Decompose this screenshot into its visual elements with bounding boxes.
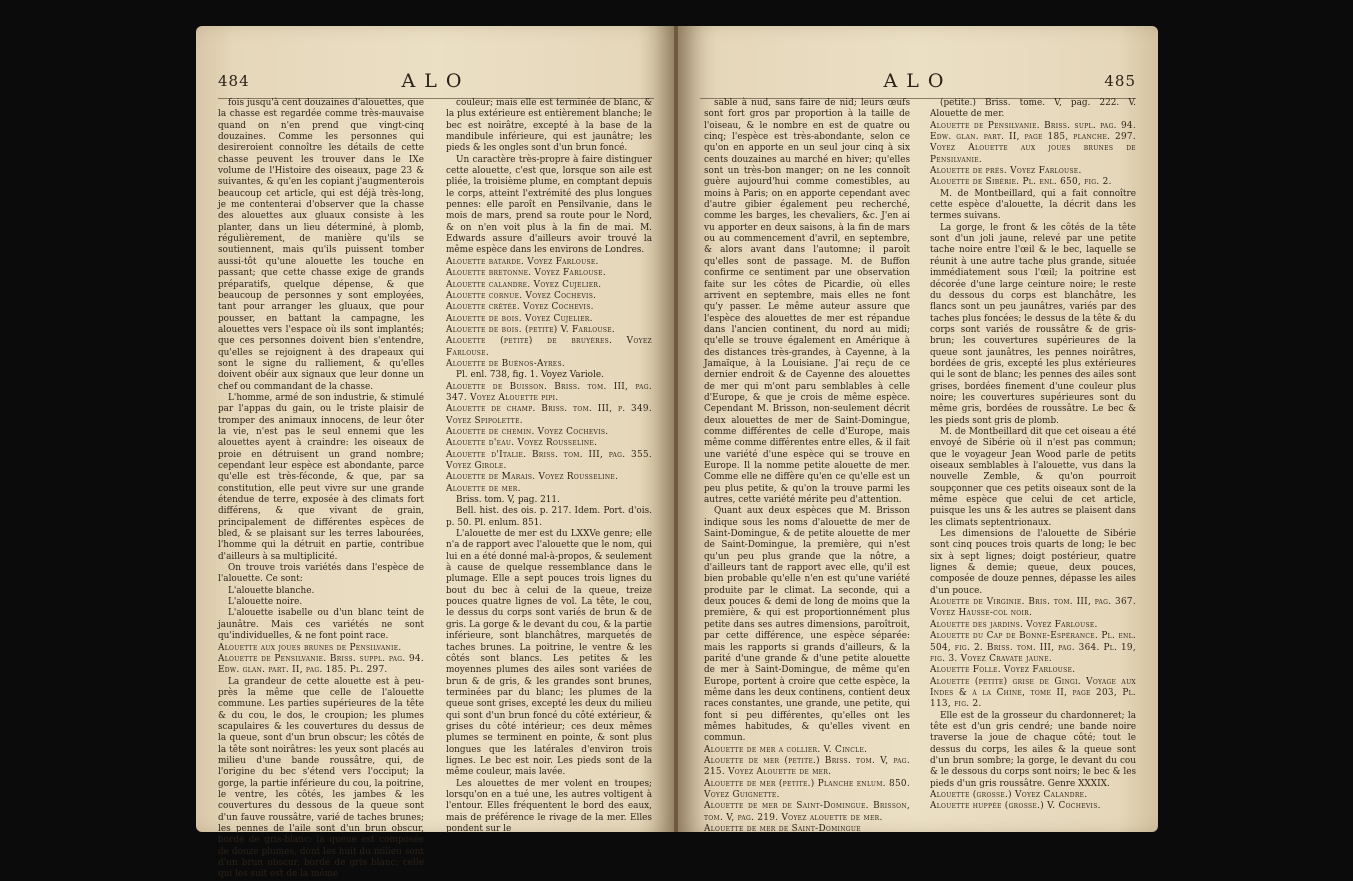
- text-paragraph: Elle est de la grosseur du chardonneret; la tête est d'un gris cendré; une bande noire traverse la joue de chaque côté; tout le dessus du corps, les ailes & la queue sont d'un brun sombre; la gorge, le devant du cou & le dessous du corps sont noirs; le bec & les pieds d'un gris roussâtre. Genre XXXIX.: [930, 710, 1136, 789]
- left-page-column-1: [218, 98, 424, 880]
- text-paragraph: Alouette de Buénos-Ayres.: [446, 358, 566, 369]
- right-page-column-1: [704, 98, 910, 834]
- text-paragraph: Alouette Folle. Voyez Farlouse.: [930, 665, 1076, 676]
- left-page-column-2: [446, 98, 653, 834]
- text-paragraph: Alouette de mer de Saint-Domingue: [704, 824, 861, 834]
- text-paragraph: Alouette du Cap de Bonne-Espérance. Pl. enl. 504, fig. 2. Briss. tom. III, pag. 364. Pl. 19, fig. 3. Voyez Cravate jaune.: [930, 631, 1136, 664]
- text-paragraph: Alouette des jardins. Voyez Farlouse.: [930, 619, 1098, 630]
- text-paragraph: Alouette de Pensilvanie. Briss. suppl. pag. 94. Edw. glan. part. II, pag. 185. Pl. 297.: [218, 653, 424, 676]
- left-running-head: ALO: [401, 70, 471, 92]
- right-page-number: 485: [1104, 72, 1136, 90]
- text-paragraph: (petite.) Briss. tome. V, pag. 222. V. Alouette de mer.: [930, 98, 1136, 120]
- text-paragraph: Alouette bretonne. Voyez Farlouse.: [446, 268, 606, 279]
- text-paragraph: Alouette de bois. (petite) V. Farlouse.: [446, 324, 616, 335]
- right-page-header: [700, 70, 1136, 96]
- text-paragraph: couleur; mais elle est terminée de blanc, & la plus extérieure est entièrement blanche; le bec est noirâtre, excepté à la base de la mandibule inférieure, qui est jaunâtre; les pieds & les ongles sont d'un brun foncé.: [446, 98, 652, 154]
- text-paragraph: La grandeur de cette alouette est à peu-près la même que celle de l'alouette commune. Les parties supérieures de la tête & du cou, le dos, le croupion; les plumes scapulaires & les couvertures du dessus de la queue, sont d'un brun obscur; les côtés de la tête sont noirâtres: les yeux sont placés au milieu d'une bande roussâtre, qui, de l'origine du bec s'étend vers l'occiput; la gorge, la partie inférieure du cou, la poitrine, le ventre, les côtés, les jambes & les couvertures du dessous de la queue sont d'un fauve roussâtre, varié de taches brunes; les pennes de l'aile sont d'un brun obscur, bordé de gris-blanc; la queue est composée de douze plumes, dont les huit du milieu sont d'un brun obscur, bordé de gris blanc; celle qui les suit est de la même: [218, 676, 424, 880]
- text-paragraph: Alouette de champ. Briss. tom. III, p. 349. Voyez Spipolette.: [446, 404, 652, 426]
- text-paragraph: Alouette (grosse.) Voyez Calandre.: [930, 789, 1088, 800]
- text-paragraph: Alouette (petite) de bruyères. Voyez Farlouse.: [446, 336, 652, 358]
- left-page-header: [218, 70, 654, 96]
- text-paragraph: Un caractère très-propre à faire distinguer cette alouette, c'est que, lorsque son aile est pliée, la troisième plume, en comptant depuis le corps, atteint l'extrémité des plus longues pennes: elle paroît en Pensilvanie, dans le mois de mars, prend sa route pour le Nord, & on n'en voit plus à la fin de mai. M. Edwards assure d'ailleurs avoir trouvé la même espèce dans les environs de Londres.: [446, 154, 653, 256]
- open-book: [196, 26, 1158, 880]
- text-paragraph: L'homme, armé de son industrie, & stimulé par l'appas du gain, ou le triste plaisir de tromper des animaux innocens, de leur ôter la vie, n'est pas le seul ennemi que les alouettes ayent à craindre: les oiseaux de proie en détruisent un grand nombre; cependant leur espèce est abondante, parce qu'elle est très-féconde, & que, par sa constitution, elle peut vivre sur une grande étendue de terre, exposée à des climats fort différens, & que vivant de grain, principalement de différentes espèces de bled, & se plaisant sur les terres labourées, l'homme qui la détruit en partie, contribue d'ailleurs à sa multiplicité.: [218, 392, 424, 562]
- right-running-head: ALO: [883, 70, 953, 92]
- text-paragraph: Alouette de mer (petite.) Briss. tom. V, pag. 215. Voyez Alouette de mer.: [704, 755, 910, 778]
- text-paragraph: Alouette de Marais. Voyez Rousseline.: [446, 472, 619, 483]
- text-paragraph: Alouette (petite) grise de Gingi. Voyage aux Indes & à la Chine, tome II, page 203, Pl. 113, fig. 2.: [930, 676, 1136, 710]
- text-paragraph: Alouette de chemin. Voyez Cochevis.: [446, 426, 609, 437]
- text-paragraph: M. de Montbeillard dit que cet oiseau a été envoyé de Sibérie où il n'est pas commun; que le voyageur Jean Wood parle de petits oiseaux semblables à l'alouette, vus dans la nouvelle Zemble, & qu'on pourroit soupçonner que ces petits oiseaux sont de la même espèce que celui de cet article, puisque les uns & les autres se plaisent dans les climats septentrionaux.: [930, 426, 1136, 528]
- text-paragraph: Alouette de mer a collier. V. Cincle.: [704, 744, 868, 755]
- text-paragraph: Bell. hist. des ois. p. 217. Idem. Port. d'ois. p. 50. Pl. enlum. 851.: [446, 506, 652, 528]
- right-page: [678, 26, 1158, 832]
- text-paragraph: Alouette batarde. Voyez Farlouse.: [446, 256, 599, 267]
- text-paragraph: Alouette de prés. Voyez Farlouse.: [930, 166, 1082, 177]
- text-paragraph: L'alouette de mer est du LXXVe genre; elle n'a de rapport avec l'alouette que le nom, qui lui en a été donné mal-à-propos, & seulement à cause de quelque ressemblance dans le plumage. Elle a sept pouces trois lignes du bout du bec à celui de la queue, treize pouces quatre lignes de vol. La tête, le cou, le dessus du corps sont variés de brun & de gris. La gorge & le devant du cou, & la partie inférieure, sont blanchâtres, marquetés de taches brunes. La poitrine, le ventre & les côtés sont blancs. Les petites & les moyennes plumes des ailes sont variées de brun & de gris, & les grandes sont brunes, terminées par du blanc; les plumes de la queue sont grises, excepté les deux du milieu qui sont d'un brun foncé du côté extérieur, & grises du côté intérieur; ces deux mêmes plumes se terminent en pointe, & sont plus longues que les latérales d'environ trois lignes. Le bec est noir. Les pieds sont de la même couleur, mais lavée.: [446, 529, 652, 778]
- text-paragraph: Alouette aux joues brunes de Pensilvanie.: [218, 642, 402, 653]
- text-paragraph: Alouette de mer de Saint-Domingue. Brisson, tom. V, pag. 219. Voyez alouette de mer.: [704, 801, 910, 823]
- left-page: [196, 26, 676, 880]
- text-paragraph: Les alouettes de mer volent en troupes; lorsqu'on en a tué une, les autres voltigent à l'entour. Elles fréquentent le bord des eaux, mais de préférence le rivage de la mer. Elles pondent sur le: [446, 778, 652, 834]
- text-paragraph: Alouette crêtée. Voyez Cochevis.: [446, 302, 594, 313]
- left-page-number: 484: [218, 72, 250, 90]
- right-page-column-2: [930, 98, 1136, 820]
- text-paragraph: Alouette de mer (petite.) Planche enlum. 850. Voyez Guignette.: [704, 778, 910, 800]
- text-paragraph: Alouette huppée (grosse.) V. Cochevis.: [930, 801, 1101, 812]
- text-paragraph: La gorge, le front & les côtés de la tête sont d'un joli jaune, relevé par une petite tache noire entre l'œil & le bec, laquelle se réunit à une autre tache plus grande, située immédiatement sous l'œil; la poitrine est décorée d'une large ceinture noire; le reste du dessous du corps est blanchâtre, les flancs sont un peu jaunâtres, variés par des taches plus foncées; le dessus de la tête & du corps sont variés de roussâtre & de gris-brun; les couvertures supérieures de la queue sont jaunâtres, les pennes noirâtres, bordées de gris, excepté les plus extérieures qui le sont de blanc; les pennes des ailes sont grises, bordées finement d'une couleur plus noire; les couvertures supérieures sont du même gris, bordées de roussâtre. Le bec & les pieds sont gris de plomb.: [930, 222, 1136, 426]
- text-paragraph: Quant aux deux espèces que M. Brisson indique sous les noms d'alouette de mer de Saint-Domingue, & de petite alouette de mer de Saint-Domingue, la première, qui n'est qu'un peu plus grande que la nôtre, a d'ailleurs tant de rapport avec elle, qu'il est bien probable qu'elle n'en est qu'une variété produite par le climat. La seconde, qui a deux pouces & demi de long de moins que la première, & qui est proportionnément plus petite dans ses autres dimensions, paroîtroit, par cette différence, une espèce séparée: mais les rapports si grands d'ailleurs, & la parité d'une grande & d'une petite alouette de mer à Saint-Domingue, de même qu'en Europe, portent à croire que cette espèce, la même dans les deux continens, contient deux races constantes, une grande, une petite, qui font si peu différentes, qu'elles ont les mêmes habitudes, & qu'elles vivent en commun.: [704, 506, 910, 744]
- text-paragraph: sable à nud, sans faire de nid; leurs œufs sont fort gros par proportion à la taille de l'oiseau, & le nombre en est de quatre ou cinq; l'espèce est très-abondante, selon ce qu'on en apporte en un seul jour cinq à six cents douzaines au marché en hiver; qu'elles sont un très-bon manger; on ne les connoît guère aujourd'hui comme comestibles, au moins à Paris; on en apporte cependant avec d'autre gibier également peu recherché, comme les barges, les chevaliers, &c. J'en ai vu apporter en deux saisons, à la fin de mars ou au commencement d'avril, en septembre, & alors avant dans l'automne; il paroît qu'elles sont de passage. M. de Buffon confirme ce sentiment par une observation faite sur les côtes de Picardie, où elles arrivent en septembre, mais elles ne font qu'y passer. Le même auteur assure que l'espèce des alouettes de mer est répandue dans l'ancien continent, du nord au midi; qu'elle se trouve également en Amérique à des distances très-grandes, à Cayenne, à la Jamaïque, à la Louisiane. J'ai reçu de ce dernier endroit & de Cayenne des alouettes de mer qui m'ont paru semblables à celle d'Europe, & que je crois de même espèce. Cependant M. Brisson, non-seulement décrit deux alouettes de mer de Saint-Domingue, comme différentes de celle d'Europe, mais même comme différentes entre elles, & il fait une variété d'une espèce qui se trouve en Europe. Il la nomme petite alouette de mer. Comme elle ne diffère qu'en ce qu'elle est un peu plus petite, & qu'on la trouve parmi les autres, cette variété mérite peu d'attention.: [704, 98, 910, 506]
- text-paragraph: Pl. enl. 738, fig. 1. Voyez Variole.: [456, 370, 604, 381]
- text-paragraph: Les dimensions de l'alouette de Sibérie sont cinq pouces trois quarts de long; le bec six à sept lignes; doigt postérieur, quatre lignes & demie; queue, deux pouces, composée de douze pennes, dépasse les ailes d'un pouce.: [930, 529, 1136, 596]
- text-paragraph: On trouve trois variétés dans l'espèce de l'alouette. Ce sont:: [218, 563, 424, 585]
- text-paragraph: Alouette d'Italie. Briss. tom. III, pag. 355. Voyez Girole.: [446, 449, 652, 471]
- text-paragraph: Alouette calandre. Voyez Cujelier.: [446, 279, 602, 290]
- text-paragraph: Alouette de Pensilvanie. Briss. supl. pag. 94. Edw. glan. part. II, page 185, planche. 297. Voyez Alouette aux joues brunes de Pensilvanie.: [930, 120, 1136, 165]
- text-paragraph: Alouette de Sibérie. Pl. enl. 650, fig. 2.: [930, 177, 1112, 188]
- text-paragraph: Alouette de Buisson. Briss. tom. III, pag. 347. Voyez Alouette pipi.: [446, 381, 652, 403]
- text-paragraph: L'alouette blanche.: [228, 585, 315, 596]
- text-paragraph: Alouette d'eau. Voyez Rousseline.: [446, 438, 598, 449]
- text-paragraph: M. de Montbeillard, qui a fait connoître cette espèce d'alouette, la décrit dans les termes suivans.: [930, 188, 1136, 222]
- text-paragraph: Alouette cornue. Voyez Cochevis.: [446, 290, 597, 301]
- text-paragraph: Alouette de bois. Voyez Cujelier.: [446, 313, 593, 324]
- text-paragraph: Alouette de mer.: [446, 483, 521, 494]
- text-paragraph: fois jusqu'à cent douzaines d'alouettes, que la chasse est regardée comme très-mauvaise quand on n'en prend que vingt-cinq douzaines. Comme les personnes qui desireroient connoître les détails de cette chasse peuvent les trouver dans le IXe volume de l'Histoire des oiseaux, page 23 & suivantes, & qu'en les copiant j'augmenterois beaucoup cet article, qui est déjà très-long, je me contenterai d'observer que la chasse des alouettes aux gluaux consiste à les planter, dans un lieu déterminé, à plomb, régulièrement, de manière qu'ils se soutiennent, mais qu'ils puissent tomber aussi-tôt qu'une alouette les touche en passant; que cette chasse exige de grands préparatifs, quelque dépense, & que beaucoup de personnes y sont employées, tant pour arranger les gluaux, que pour pousser, en battant la campagne, les alouettes vers l'espace où ils sont implantés; que ces personnes doivent bien s'entendre, qu'elles se rejoignent à des drapeaux qui sont le signe du ralliement, & qu'elles doivent obéir aux signaux que leur donne un chef ou commandant de la chasse.: [218, 98, 424, 392]
- text-paragraph: L'alouette isabelle ou d'un blanc teint de jaunâtre. Mais ces variétés ne sont qu'individuelles, & ne font point race.: [218, 608, 424, 642]
- text-paragraph: L'alouette noire.: [228, 597, 303, 608]
- text-paragraph: Alouette de Virginie. Bris. tom. III, pag. 367. Voyez Hausse-col noir.: [930, 597, 1136, 619]
- text-paragraph: Briss. tom. V, pag. 211.: [456, 495, 560, 506]
